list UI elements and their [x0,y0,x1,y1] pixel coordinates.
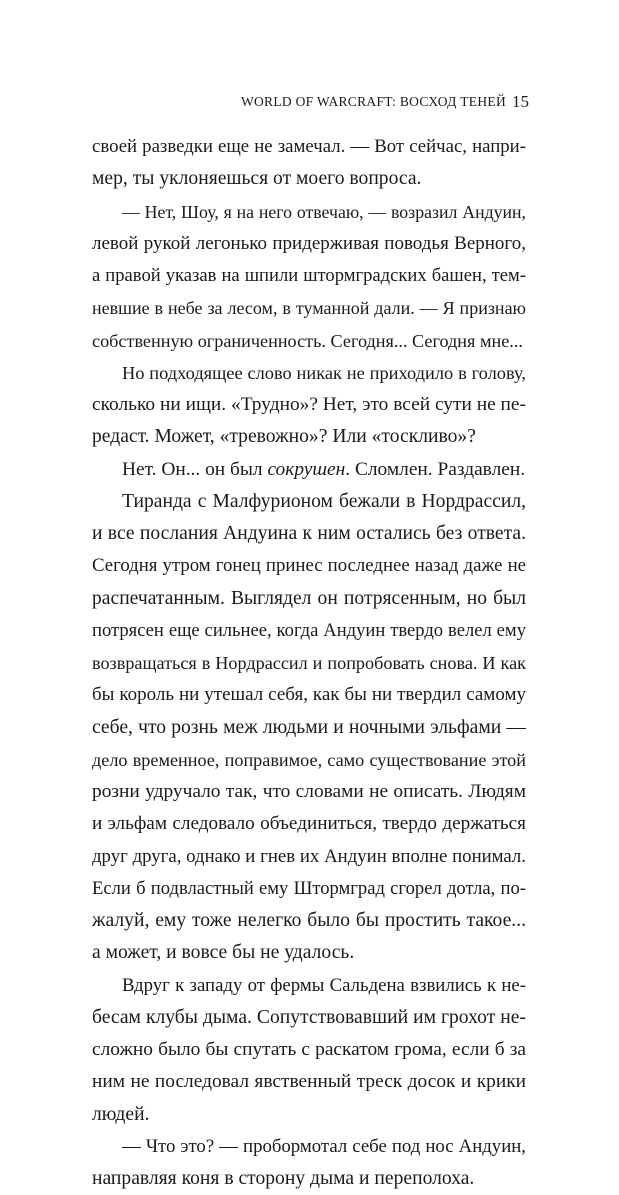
text-line [92,163,526,195]
body-text [92,131,526,1195]
text-run: бы король ни утешал себя, как бы ни твердил самому [92,684,526,706]
text-line [92,454,526,486]
text-run: а может, и вовсе бы не удалось. [92,942,355,964]
text-run: Тиранда с Малфурионом бежали в Нордрассил, [122,490,526,512]
italic-run: сокрушен [267,458,346,480]
text-line [92,905,526,937]
text-line [92,131,526,163]
text-line [92,679,526,711]
text-line [92,1163,526,1195]
text-run: людей. [92,1103,150,1125]
text-run: мер, ты уклоняешься от моего вопроса. [92,168,422,190]
text-line [92,583,526,615]
text-line [92,1002,526,1034]
text-line [92,937,526,969]
text-run: левой рукой легонько придерживая поводья Верного, [92,232,526,254]
text-run: возвращаться в Нордрассил и попробовать снова. И как [92,653,526,673]
text-line [92,421,526,453]
text-line [92,1099,526,1131]
text-line [92,228,526,260]
text-line [92,712,526,744]
text-line [92,647,526,679]
text-line [92,260,526,292]
text-run: невшие в небе за лесом, в туманной дали. — Я признаю [92,298,526,319]
running-title: WORLD OF WARCRAFT: ВОСХОД ТЕНЕЙ [240,94,506,109]
text-line [92,808,526,840]
text-run: ним не последовал явственный треск досок и крики [92,1071,526,1093]
text-line [92,1034,526,1066]
text-run: друг друга, однако и гнев их Андуин вполне понимал. [92,845,526,867]
text-run: жалуй, ему тоже нелегко было бы простить такое... [92,910,526,931]
text-line [92,970,526,1002]
text-run: бесам клубы дыма. Сопутствовавший им грохот не- [92,1006,526,1028]
text-line [92,776,526,808]
text-line [92,357,526,389]
text-run: Нет. Он... он был [122,458,268,480]
text-run: Но подходящее слово никак не приходило в голову, [122,362,526,383]
text-line [92,325,526,357]
text-line [92,518,526,550]
text-run: — Нет, Шоу, я на него отвечаю, — возразил Андуин, [122,201,526,222]
text-run: Если б подвластный ему Штормград сгорел дотла, по- [92,877,526,899]
text-run: а правой указав на шпили штормградских башен, тем- [92,265,526,286]
text-run: и эльфам следовало объединиться, твердо держаться [92,813,526,835]
text-line [92,1131,526,1163]
text-run: и все послания Андуина к ним остались без ответа. [92,523,526,544]
text-run: себе, что рознь меж людьми и ночными эльфами — [92,716,526,738]
page-number: 15 [512,92,529,111]
text-run: редаст. Может, «тревожно»? Или «тоскливо»? [92,426,476,448]
text-run: направляя коня в сторону дыма и переполоха. [92,1168,475,1189]
text-line [92,292,526,324]
text-run: потрясен еще сильнее, когда Андуин твердо велел ему [92,619,526,641]
text-line [92,744,526,776]
text-line [92,615,526,647]
text-line [92,873,526,905]
text-run: Сегодня утром гонец принес последнее назад даже не [92,555,526,577]
text-run: своей разведки еще не замечал. — Вот сейчас, напри- [92,136,526,157]
text-run: сложно было бы спутать с раскатом грома, если б за [92,1039,526,1060]
text-run: распечатанным. Выглядел он потрясенным, но был [92,587,526,609]
text-line [92,389,526,421]
text-run: розни удручало так, что словами не описать. Людям [92,781,526,802]
text-line [92,196,526,228]
text-run: собственную ограниченность. Сегодня... Сегодня мне... [92,330,523,351]
running-head [0,92,619,116]
text-line [92,550,526,582]
text-run: Вдруг к западу от фермы Сальдена взвились к не- [122,974,526,996]
text-line [92,1066,526,1098]
text-run: — Что это? — пробормотал себе под нос Андуин, [122,1135,526,1157]
text-run: дело временное, поправимое, само существование этой [92,749,526,770]
text-run: . Сломлен. Раздавлен. [345,458,526,480]
text-run: сколько ни ищи. «Трудно»? Нет, это всей сути не пе- [92,394,526,415]
text-line [92,841,526,873]
text-line [92,486,526,518]
